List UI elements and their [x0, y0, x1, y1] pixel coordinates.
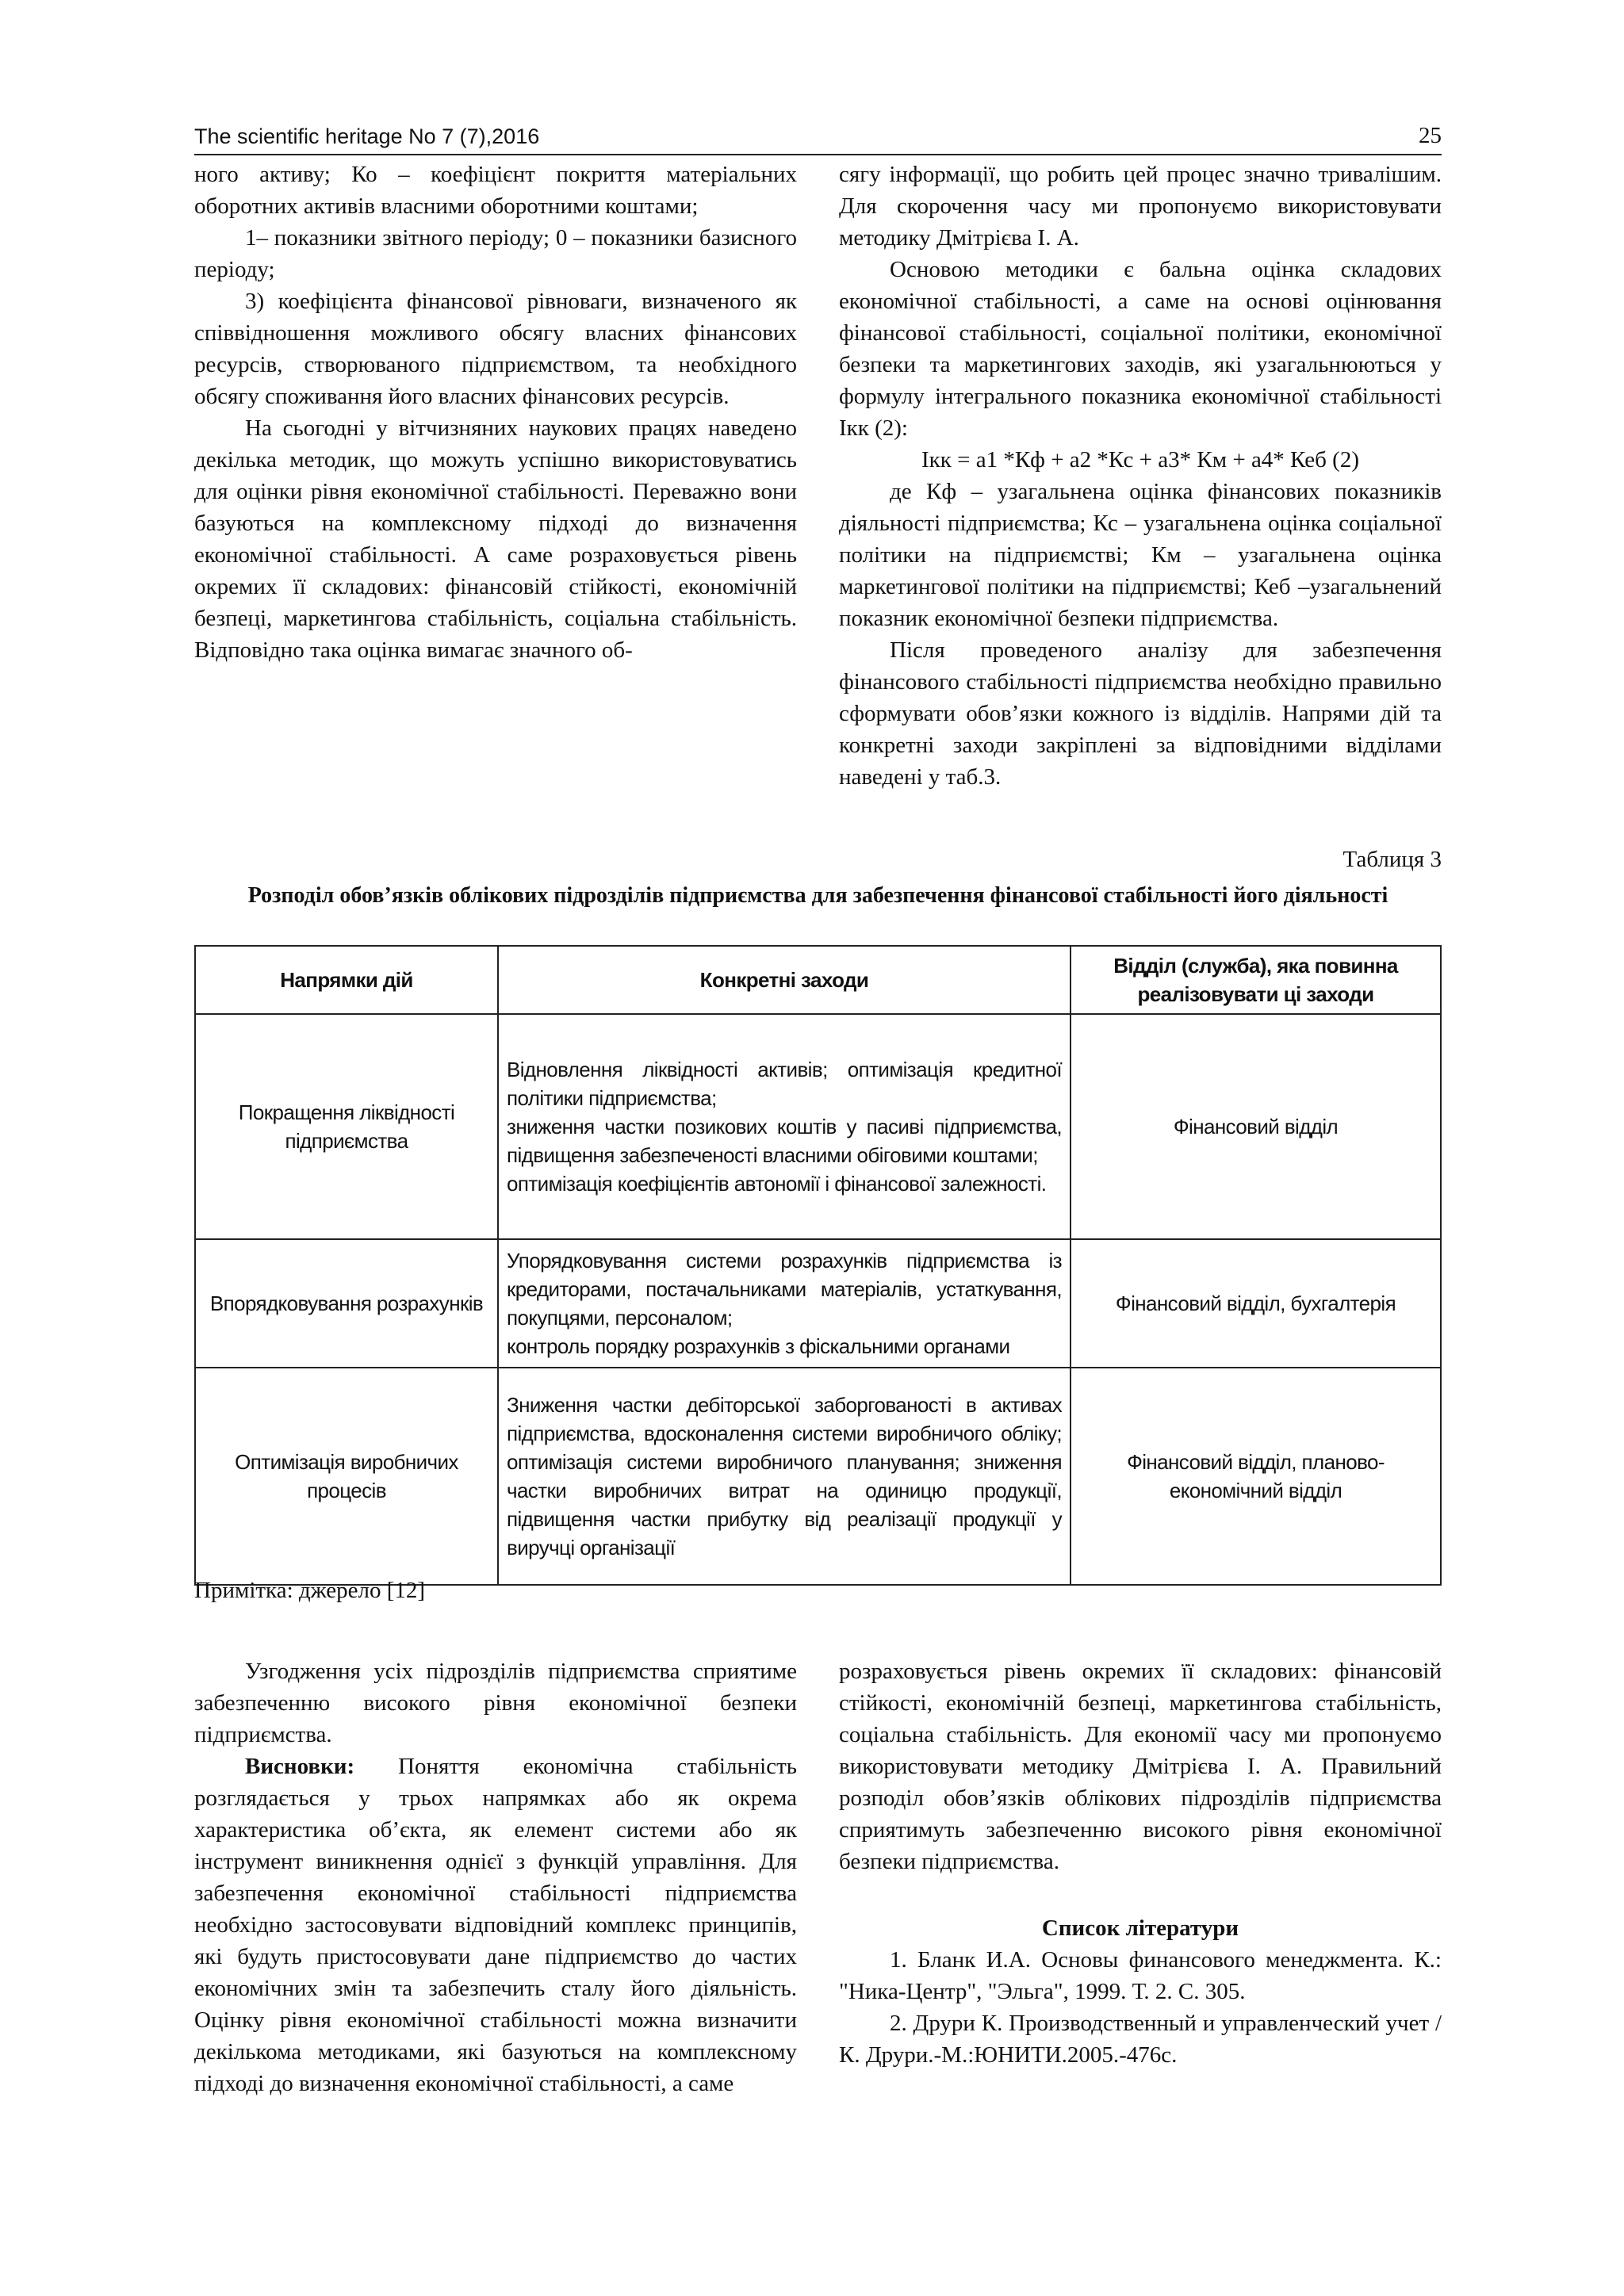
reference-item: 1. Бланк И.А. Основы финансового менеджмента. К.: "Ника-Центр", "Эльга", 1999. Т. 2. С. 305. — [839, 1947, 1442, 2004]
table-row — [195, 1368, 1441, 1585]
column-header-direction: Напрямки дій — [195, 946, 498, 1014]
department-cell: Фінансовий відділ — [1071, 1014, 1441, 1239]
table-note: Примітка: джерело [12] — [194, 1578, 426, 1603]
conclusions-text: Поняття економічна стабільність розглядається у трьох напрямках або як окрема характеристика об’єкта, як елемент системи або як інструмент виникнення однієї з функцій управління. Для забезпечення економічної стабільності підприємства необхідно застосовувати відповідний комплекс принципів, які будуть пристосовувати дане підприємство до частих економічних змін та забезпечить сталу його діяльність. Оцінку рівня економічної стабільності можна визначити декількома методиками, які базуються на комплексному підході до визначення економічної стабільності, а саме — [194, 1754, 797, 2096]
references-heading: Список літератури — [1041, 1915, 1239, 1941]
page-number: 25 — [1419, 123, 1442, 148]
left-column-bottom — [194, 1655, 797, 2099]
direction-cell: Покращення ліквідності підприємства — [195, 1014, 498, 1239]
action-item: зниження частки позикових коштів у пасиві підприємства, підвищення забезпеченості власними обіговими коштами; — [507, 1115, 1062, 1167]
formula: Ікк = а1 *Кф + а2 *Кс + а3* Км + а4* Кеб (2) — [921, 447, 1359, 473]
department-cell: Фінансовий відділ, бухгалтерія — [1071, 1239, 1441, 1368]
action-item: Зниження частки дебіторської заборгованості в активах підприємства, вдосконалення системи виробничого обліку; оптимізація системи виробничого планування; зниження частки виробничих витрат на одиницю продукції, підвищення частки прибутку від реалізації продукції у виручці організації — [507, 1393, 1062, 1559]
paragraph: Основою методики є бальна оцінка складових економічної стабільності, а саме на основі оцінювання фінансової стабільності, соціальної політики, економічної безпеки та маркетингових заходів, які узагальнюються у формулу інтегрального показника економічної стабільності Ікк (2): — [839, 257, 1442, 441]
right-column-top — [839, 159, 1442, 793]
paragraph: Після проведеного аналізу для забезпечення фінансового стабільності підприємства необхідно правильно сформувати обов’язки кожного із відділів. Напрями дій та конкретні заходи закріплені за відповідними відділами наведені у таб.3. — [839, 637, 1442, 790]
paragraph: Узгодження усіх підрозділів підприємства сприятиме забезпеченню високого рівня економічної безпеки підприємства. — [194, 1659, 797, 1747]
journal-title: The scientific heritage No 7 (7),2016 — [194, 124, 540, 148]
table-row — [195, 1014, 1441, 1239]
table-title: Розподіл обов’язків облікових підрозділів підприємства для забезпечення фінансової стабільності його діяльності — [247, 883, 1388, 908]
direction-cell: Впорядковування розрахунків — [195, 1239, 498, 1368]
table-row — [195, 1239, 1441, 1368]
conclusions-label: Висновки: — [245, 1754, 355, 1779]
department-cell: Фінансовий відділ, планово-економічний відділ — [1071, 1368, 1441, 1585]
paragraph: На сьогодні у вітчизняних наукових працях наведено декілька методик, що можуть успішно використовуватись для оцінки рівня економічної стабільності. Переважно вони базуються на комплексному підході до визначення економічної стабільності. А саме розраховується рівень окремих її складових: фінансовій стійкості, економічній безпеці, маркетингова стабільність, соціальна стабільність. Відповідно така оцінка вимагає значного об- — [194, 415, 797, 663]
actions-cell — [498, 1368, 1071, 1585]
actions-cell — [498, 1239, 1071, 1368]
table-number: Таблиця 3 — [1342, 847, 1442, 872]
direction-cell: Оптимізація виробничих процесів — [195, 1368, 498, 1585]
column-header-actions: Конкретні заходи — [498, 946, 1071, 1014]
paragraph: 3) коефіцієнта фінансової рівноваги, визначеного як співвідношення можливого обсягу власних фінансових ресурсів, створюваного підприємством, та необхідного обсягу споживання його власних фінансових ресурсів. — [194, 289, 797, 409]
left-column-top — [194, 159, 797, 666]
actions-cell — [498, 1014, 1071, 1239]
running-header — [194, 119, 1442, 155]
responsibilities-table — [194, 945, 1442, 1586]
paragraph: сягу інформації, що робить цей процес значно тривалішим. Для скорочення часу ми пропонуємо використовувати методику Дмітрієва І. А. — [839, 162, 1442, 251]
table-header-row — [195, 946, 1441, 1014]
paragraph: ного активу; Ко – коефіцієнт покриття матеріальних оборотних активів власними оборотними коштами; — [194, 162, 797, 219]
paragraph: де Кф – узагальнена оцінка фінансових показників діяльності підприємства; Кс – узагальнена оцінка соціальної політики на підприємстві; Км – узагальнена оцінка маркетингової політики на підприємстві; Кеб –узагальнений показник економічної безпеки підприємства. — [839, 479, 1442, 631]
paragraph: 1– показники звітного періоду; 0 – показники базисного періоду; — [194, 225, 797, 282]
conclusions-paragraph — [194, 1751, 797, 2099]
action-item: Упорядковування системи розрахунків підприємства із кредиторами, постачальниками матеріалів, устаткування, покупцями, персоналом; — [507, 1249, 1062, 1330]
column-header-department: Відділ (служба), яка повинна реалізовувати ці заходи — [1071, 946, 1441, 1014]
action-item: Відновлення ліквідності активів; оптимізація кредитної політики підприємства; — [507, 1058, 1062, 1110]
action-item: оптимізація коефіцієнтів автономії і фінансової залежності. — [507, 1172, 1047, 1196]
right-column-bottom — [839, 1655, 1442, 2071]
action-item: контроль порядку розрахунків з фіскальними органами — [507, 1334, 1010, 1358]
reference-item: 2. Друри К. Производственный и управленческий учет / К. Друри.-М.:ЮНИТИ.2005.-476с. — [839, 2011, 1442, 2068]
paragraph: розраховується рівень окремих її складових: фінансовій стійкості, економічній безпеці, маркетингова стабільність, соціальна стабільність. Для економії часу ми пропонуємо використовувати методику Дмітрієва І. А. Правильний розподіл обов’язків облікових підрозділів підприємства сприятимуть забезпеченню високого рівня економічної безпеки підприємства. — [839, 1659, 1442, 1874]
